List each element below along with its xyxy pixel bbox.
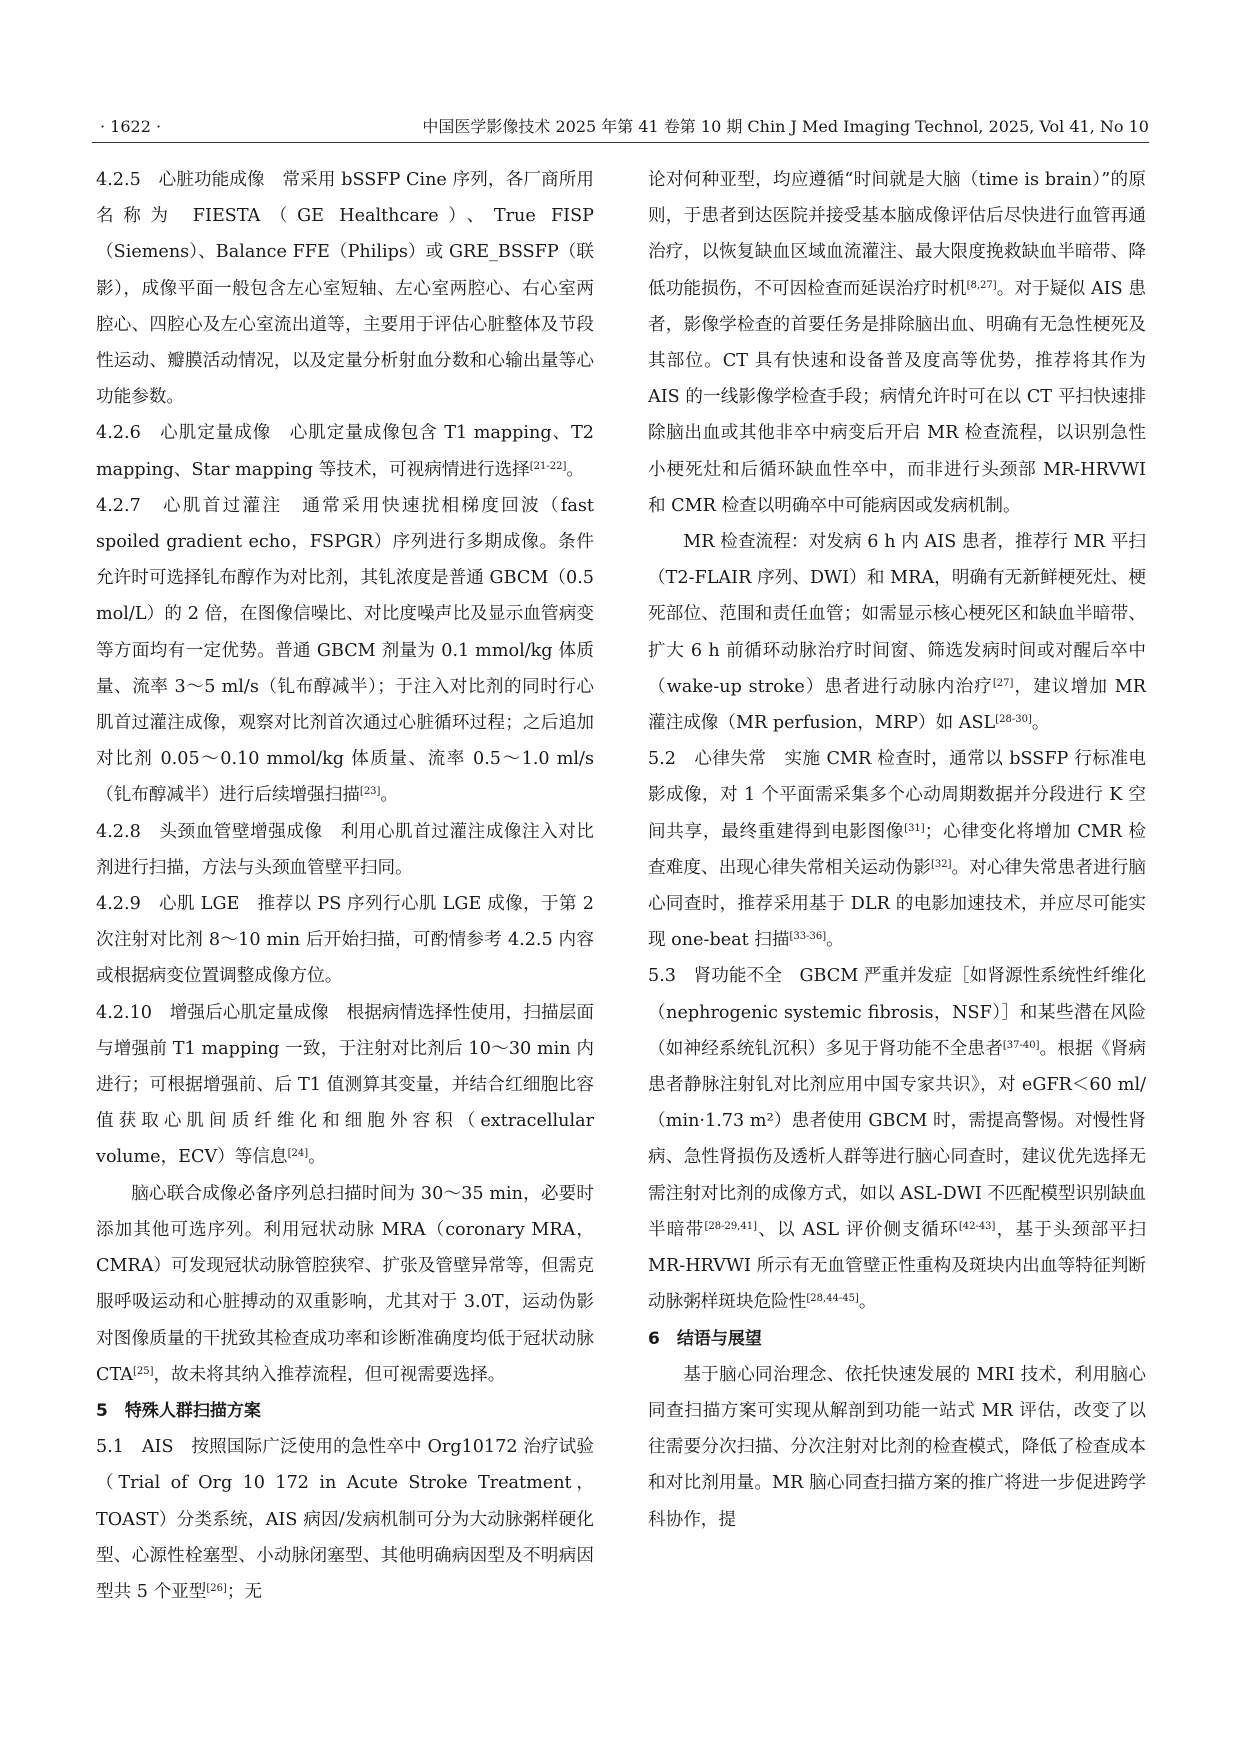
paragraph	[96, 814, 594, 886]
paragraph-text: 5 特殊人群扫描方案	[96, 1400, 261, 1421]
paragraph-text: ；无	[226, 1581, 263, 1602]
paragraph-text: 5.2 心律失常 实施 CMR 检查时，通常以 bSSFP 行标准电影成像，对 1 个平面需采集多个心动周期数据并分段进行 K 空间共享，最终重建得到电影图像	[648, 749, 1146, 842]
paragraph-text: 4.2.9 心肌 LGE 推荐以 PS 序列行心肌 LGE 成像，于第 2 次注射对比剂 8～10 min 后开始扫描，可酌情参考 4.2.5 内容或根据病变位置调整成像方位。	[96, 894, 594, 987]
paragraph-text: 。	[308, 1147, 326, 1168]
paragraph-text: 5.3 肾功能不全 GBCM 严重并发症［如肾源性系统性纤维化（nephrogenic systemic fibrosis，NSF）］和某些潜在风险（如神经系统钆沉积）多见于肾功能不全患者	[648, 966, 1146, 1059]
section-heading	[648, 1321, 1146, 1357]
paragraph	[96, 886, 594, 995]
citation-ref: [24]	[287, 1148, 309, 1160]
paragraph-text: 。	[566, 459, 585, 480]
paragraph-text: 4.2.10 增强后心肌定量成像 根据病情选择性使用，扫描层面与增强前 T1 mapping 一致，于注射对比剂后 10～30 min 内进行；可根据增强前、后 T1 值测算其变量，并结合红细胞比容值获取心肌间质纤维化和细胞外容积（extracellular volume，ECV）等信息	[96, 1002, 594, 1168]
paragraph	[96, 415, 594, 487]
paragraph	[96, 995, 594, 1176]
right-column	[648, 162, 1146, 1538]
paragraph	[648, 958, 1146, 1320]
page-header	[92, 116, 1149, 143]
paragraph-text: 。对于疑似 AIS 患者，影像学检查的首要任务是排除脑出血、明确有无急性梗死及其部位。CT 具有快速和设备普及度高等优势，推荐将其作为 AIS 的一线影像学检查手段；病情允许时可在以 CT 平扫快速排除脑出血或其他非卒中病变后开启 MR 检查流程，以识别急性小梗死灶和后循环缺血性卒中，而非进行头颈部 MR-HRVWI 和 CMR 检查以明确卒中可能病因或发病机制。	[648, 278, 1146, 516]
citation-ref: [33-36]	[789, 931, 827, 943]
paragraph-text: 论对何种亚型，均应遵循“时间就是大脑（time is brain）”的原则，于患者到达医院并接受基本脑成像评估后尽快进行血管再通治疗，以恢复缺血区域血流灌注、最大限度挽救缺血半暗带、降低功能损伤，不可因检查而延误治疗时机	[648, 170, 1146, 299]
citation-ref: [26]	[206, 1582, 227, 1594]
paragraph-text: ，故未将其纳入推荐流程，但可视需要选择。	[153, 1364, 506, 1385]
paragraph	[96, 162, 594, 415]
paragraph-text: 4.2.6 心肌定量成像 心肌定量成像包含 T1 mapping、T2 mapping、Star mapping 等技术，可视病情进行选择	[96, 423, 594, 480]
citation-ref: [25]	[132, 1365, 154, 1377]
paragraph-text: 5.1 AIS 按照国际广泛使用的急性卒中 Org10172 治疗试验（Trial of Org 10 172 in Acute Stroke Treatment，TOAST）分类系统，AIS 病因/发病机制可分为大动脉粥样硬化型、心源性栓塞型、小动脉闭塞型、其他明确病因型及不明病因型共 5 个亚型	[96, 1437, 594, 1602]
paragraph-text: 、以 ASL 评价侧支循环	[757, 1219, 959, 1240]
paragraph	[648, 524, 1146, 741]
paragraph	[96, 1176, 594, 1393]
citation-ref: [27]	[992, 677, 1014, 689]
citation-ref: [37-40]	[1002, 1039, 1040, 1051]
paragraph-text: 6 结语与展望	[648, 1328, 762, 1349]
paragraph	[648, 741, 1146, 958]
left-column	[96, 162, 594, 1610]
journal-citation: 中国医学影像技术 2025 年第 41 卷第 10 期 Chin J Med Imaging Technol, 2025, Vol 41, No 10	[422, 117, 1149, 136]
paragraph-text: 。对心律失常患者进行脑心同查时，推荐采用基于 DLR 的电影加速技术，并应尽可能实现 one-beat 扫描	[648, 857, 1146, 951]
paragraph-text: 4.2.8 头颈血管壁增强成像 利用心肌首过灌注成像注入对比剂进行扫描，方法与头颈血管壁平扫同。	[96, 821, 594, 878]
paragraph-text: 4.2.5 心脏功能成像 常采用 bSSFP Cine 序列，各厂商所用名称为 FIESTA（GE Healthcare）、True FISP（Siemens）、Balance FFE（Philips）或 GRE_BSSFP（联影），成像平面一般包含左心室短轴、左心室两腔心、右心室两腔心、四腔心及左心室流出道等，主要用于评估心脏整体及节段性运动、瓣膜活动情况，以及定量分析射血分数和心输出量等心功能参数。	[96, 170, 594, 408]
citation-ref: [8,27]	[966, 279, 997, 291]
paragraph-text: 脑心联合成像必备序列总扫描时间为 30～35 min，必要时添加其他可选序列。利用冠状动脉 MRA（coronary MRA，CMRA）可发现冠状动脉管腔狭窄、扩张及管壁异常等，但需克服呼吸运动和心脏搏动的双重影响，尤其对于 3.0T，运动伪影对图像质量的干扰致其检查成功率和诊断准确度均低于冠状动脉 CTA	[96, 1183, 594, 1385]
paragraph	[648, 1357, 1146, 1538]
paragraph-text: 。	[380, 785, 399, 806]
citation-ref: [31]	[904, 822, 925, 834]
paragraph-text: ，建议增加 MR 灌注成像（MR perfusion，MRP）如 ASL	[648, 676, 1146, 734]
paragraph	[648, 162, 1146, 524]
section-heading	[96, 1393, 594, 1429]
citation-ref: [32]	[930, 858, 952, 870]
citation-ref: [28-29,41]	[704, 1220, 757, 1232]
citation-ref: [23]	[359, 786, 381, 798]
citation-ref: [28,44-45]	[806, 1293, 859, 1305]
citation-ref: [21-22]	[529, 460, 567, 472]
paragraph-text: 4.2.7 心肌首过灌注 通常采用快速扰相梯度回波（fast spoiled gradient echo，FSPGR）序列进行多期成像。条件允许时可选择钆布醇作为对比剂，其钆浓度是普通 GBCM（0.5 mol/L）的 2 倍，在图像信噪比、对比度噪声比及显示血管病变等方面均有一定优势。普通 GBCM 剂量为 0.1 mmol/kg 体质量、流率 3～5 ml/s（钆布醇减半）；于注入对比剂的同时行心肌首过灌注成像，观察对比剂首次通过心脏循环过程；之后追加对比剂 0.05～0.10 mmol/kg 体质量、流率 0.5～1.0 ml/s（钆布醇减半）进行后续增强扫描	[96, 495, 594, 806]
paragraph-text: ，基于头颈部平扫 MR-HRVWI 所示有无血管壁正性重构及斑块内出血等特征判断动脉粥样斑块危险性	[648, 1219, 1146, 1313]
paragraph	[96, 1429, 594, 1610]
paragraph-text: ；心律变化将增加 CMR 检查难度、出现心律失常相关运动伪影	[648, 821, 1146, 878]
paragraph-text: 。	[858, 1292, 877, 1313]
paragraph-text: MR 检查流程：对发病 6 h 内 AIS 患者，推荐行 MR 平扫（T2-FLAIR 序列、DWI）和 MRA，明确有无新鲜梗死灶、梗死部位、范围和责任血管；如需显示核心梗死区和缺血半暗带、扩大 6 h 前循环动脉治疗时间窗、筛选发病时间或对醒后卒中（wake-up stroke）患者进行动脉内治疗	[648, 532, 1146, 697]
paragraph-text: 基于脑心同治理念、依托快速发展的 MRI 技术，利用脑心同查扫描方案可实现从解剖到功能一站式 MR 评估，改变了以往需要分次扫描、分次注射对比剂的检查模式，降低了检查成本和对比剂用量。MR 脑心同查扫描方案的推广将进一步促进跨学科协作，提	[648, 1364, 1146, 1530]
paragraph-text: 。	[1031, 713, 1050, 734]
citation-ref: [42-43]	[958, 1220, 996, 1232]
paragraph	[96, 488, 594, 814]
page-number: · 1622 ·	[100, 117, 162, 136]
citation-ref: [28-30]	[995, 714, 1032, 726]
paragraph-text: 。根据《肾病患者静脉注射钆对比剂应用中国专家共识》，对 eGFR＜60 ml/（min·1.73 m²）患者使用 GBCM 时，需提高警惕。对慢性肾病、急性肾损伤及透析人群等进行脑心同查时，建议优先选择无需注射对比剂的成像方式，如以 ASL-DWI 不匹配模型识别缺血半暗带	[648, 1038, 1146, 1240]
paragraph-text: 。	[826, 930, 844, 951]
